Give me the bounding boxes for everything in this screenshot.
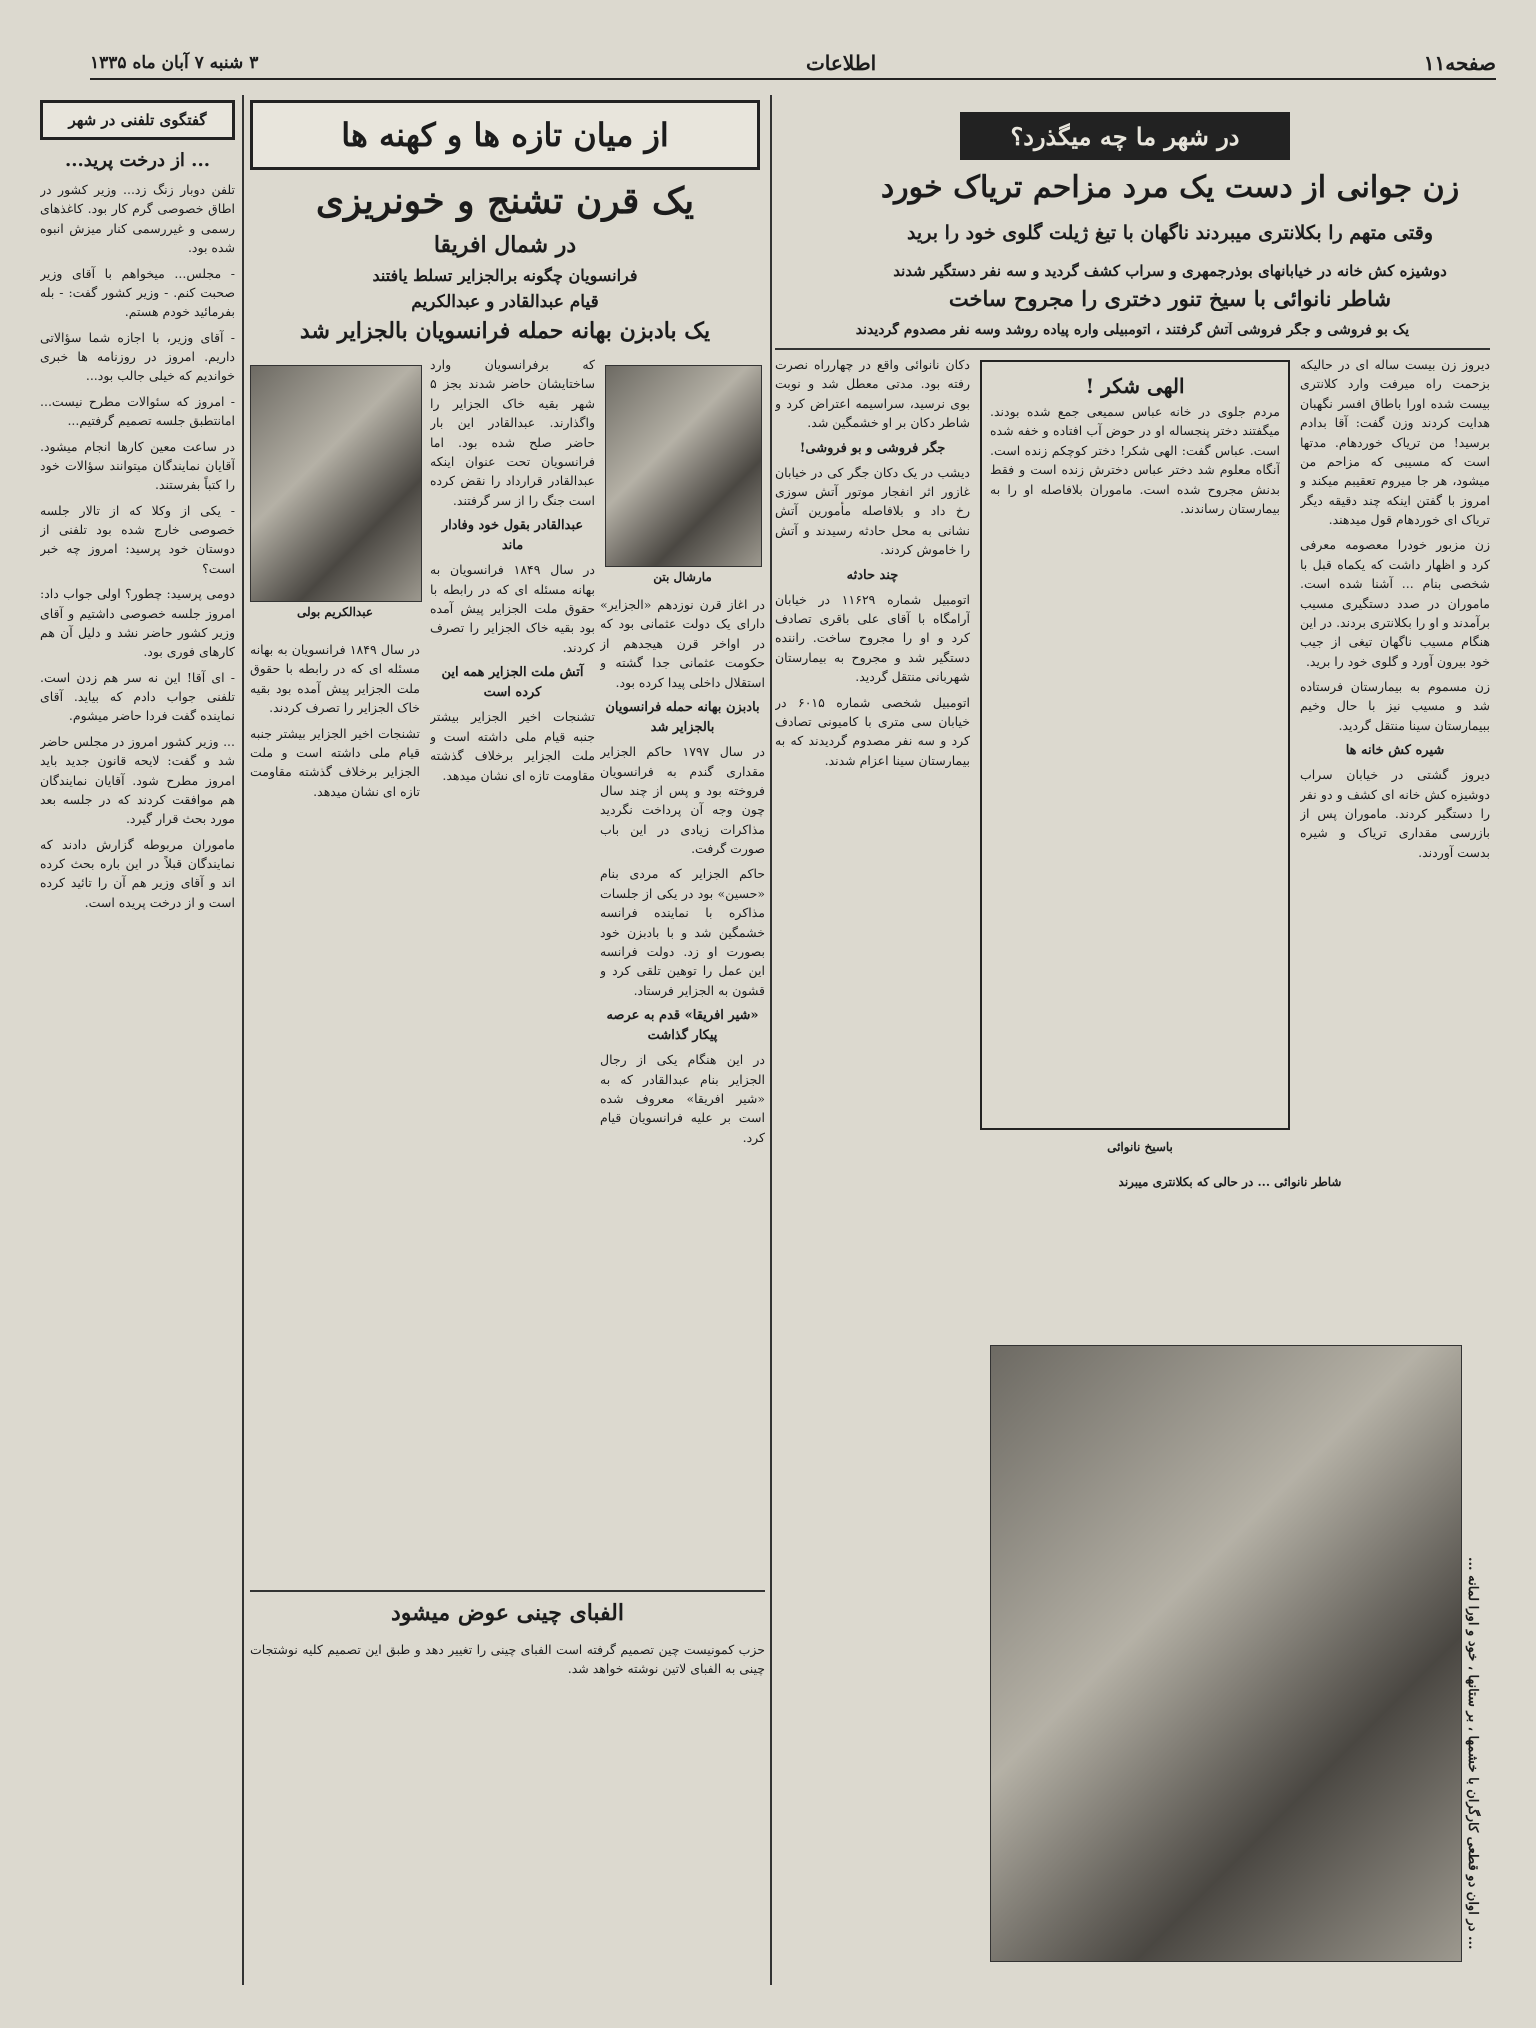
feature-column-b: در اغاز قرن نوزدهم «الجزایر» دارای یک دولت عثمانی بود که در اواخر قرن هیجدهم از حکومت عثمانی جدا گشته و استقلال داخلی پیدا کرده بود. بادبزن بهانه حمله فرانسویان بالجزایر شد در سال ۱۷۹۷ حاکم الجزایر مقداری گندم به فرانسویان فروخته بود و پس از چند سال چون وجه آن پرداخت نگردید مذاکرات زیادی در این باب صورت گرفت. حاکم الجزایر که مردی بنام «حسین» بود در یکی از جلسات مذاکره با نماینده فرانسه خشمگین شد و با بادبزن خود بصورت او زد. دولت فرانسه این عمل را توهین تلقی کرد و قشون به الجزایر فرستاد. «شیر افریقا» قدم به عرصه پیکار گذاشت در این هنگام یکی از رجال الجزایر بنام عبدالقادر که به «شیر افریقا» معروف شده است بر علیه فرانسویان قیام کرد.	[600, 597, 765, 1145]
phone-talk-headline: ... از درخت پرید...	[64, 150, 210, 171]
phone-talk-column: تلفن دوبار زنگ زد... وزیر کشور در اطاق خصوصی گرم کار بود. کاغذهای رسمی و غیررسمی کنار میزش انبوه شده بود. - مجلس... میخواهم با آقای وزیر صحبت کنم. - وزیر کشور گفت: - بله بفرمائید خودم هستم. - آقای وزیر، با اجازه شما سؤالاتی داریم. امروز در روزنامه ها خبری خواندیم که خیلی جالب بود... - امروز که سئوالات مطرح نیست... امانتطبق جلسه تصمیم گرفتیم... در ساعت معین کارها انجام میشود. آقایان نمایندگان میتوانند سؤالات خود را کتباً بفرستند. - یکی از وکلا که از تالار جلسه خصوصی خارج شده بود تلفنی از دوستان خود پرسید: امروز چه خبر است؟ دومی پرسید: چطور؟ اولی جواب داد: امروز جلسه خصوصی داشتیم و آقای وزیر کشور حاضر نشد و دلیل آن هم کارهای فوری بود. - ای آقا! این نه سر هم زدن است. تلفنی جواب دادم که بیاید. آقای نماینده گفت فردا حاضر میشوم. ... وزیر کشور امروز در مجلس حاضر شد و گفت: لایحه قانون جدید باید امروز مطرح شود. آقایان نمایندگان هم موافقت کردند که در جلسه بعد مورد بحث قرار گیرد. ماموران مربوطه گزارش دادند که نمایندگان قبلاً در این باره بحث کرده اند و آقای وزیر هم آن را تائید کرده است و از درخت پریده است.	[40, 182, 235, 910]
features-banner: از میان تازه ها و کهنه ها	[250, 100, 760, 170]
headline-2: دوشیزه کش خانه در خیابانهای بوذرجمهری و سراب کشف گردید و سه نفر دستگیر شدند	[893, 262, 1447, 280]
page-number: صفحه۱۱	[1423, 51, 1496, 75]
city-news-column-2: دکان نانوائی واقع در چهارراه نصرت رفته بود. مدتی معطل شد و نوبت بوی نرسید، سراسیمه اعتراض کرد و شاطر دکان بر او خشمگین شد. جگر فروشی و بو فروشی! دیشب در یک دکان جگر کی در خیابان غازور اثر انفجار موتور آتش سوزی رخ داد و بلافاصله مأمورین آتش نشانی به محل حادثه رسیدند و آتش را خاموش کردند. چند حادثه اتومبیل شماره ۱۱۶۲۹ در خیابان آرامگاه با آقای علی باقری تصادف کرد و او را مجروح ساخت. راننده دستگیر شد و مجروح به بیمارستان شهربانی منتقل گردید. اتومبیل شخصی شماره ۶۰۱۵ در خیابان سی متری با کامیونی تصادف کرد و سه نفر مصدوم گردیدند که به بیمارستان سینا اعزام شدند.	[775, 357, 970, 768]
shokr-box: الهی شکر ! مردم جلوی در خانه عباس سمیعی جمع شده بودند. میگفتند دختر پنجساله او در حوض آب افتاده و خفه شده است. عباس گفت: الهی شکر! دختر کوچکم زنده است. آنگاه معلوم شد دختر عباس دخترش زنده است و فقط بدنش مجروح شده است. ماموران بلافاصله او را به بیمارستان رساندند.	[980, 360, 1290, 1130]
feature-subhead-a: عبدالقادر بقول خود وفادار ماند	[441, 518, 584, 554]
city-news-banner: در شهر ما چه میگذرد؟	[960, 112, 1290, 160]
feature-headline: یک قرن تشنج و خونریزی	[315, 180, 695, 222]
divider	[250, 1590, 765, 1592]
photo-caption: ... در اوان دو قطعی کارگران با خشمها ، بر ستانها ، خود و اورا لمانه ...	[1465, 1557, 1480, 1950]
marshal-photo	[605, 365, 762, 567]
column-divider	[770, 95, 772, 1985]
feature-subheadline-4: یک بادبزن بهانه حمله فرانسویان بالجزایر شد	[299, 318, 711, 344]
bottom-caption: شاطر نانوائی ... در حالی که بکلانتری میبرند	[1118, 1175, 1342, 1189]
feature-subheadline-3: قیام عبدالقادر و عبدالکریم	[411, 292, 599, 312]
chinese-alphabet-title: الفبای چینی عوض میشود	[391, 1600, 624, 1626]
subhead-incidents: چند حادثه	[846, 567, 899, 583]
marshal-caption: مارشال بتن	[653, 570, 712, 584]
shokr-caption: باسیخ نانوائی	[1107, 1140, 1173, 1154]
feature-column-a: که برفرانسویان وارد ساختایشان حاضر شدند بجز ۵ شهر بقیه خاک الجزایر را واگذارند. عبدالقادر این بار حاضر صلح شده بود. اما فرانسویان تحت عنوان اینکه عبدالقادر قرارداد را نقض کرده است جنگ را از سر گرفتند. عبدالقادر بقول خود وفادار ماند در سال ۱۸۴۹ فرانسویان به بهانه مسئله ای که در رابطه با حقوق ملت الجزایر پیش آمده بود بقیه خاک الجزایر را تصرف کردند. آتش ملت الجزایر همه این کرده است تشنجات اخیر الجزایر بیشتر جنبه قیام ملی داشته است و ملت الجزایر برخلاف گذشته مقاومت تازه ای نشان میدهد.	[430, 357, 595, 783]
phone-talk-banner: گفتگوی تلفنی در شهر	[40, 100, 235, 140]
abdelkrim-caption: عبدالکریم بولی	[296, 605, 374, 619]
feature-subheadline-2: فرانسویان چگونه برالجزایر تسلط یافتند	[372, 266, 638, 285]
newspaper-name: اطلاعات	[805, 51, 877, 75]
feature-subhead-a2: آتش ملت الجزایر همه این کرده است	[441, 665, 584, 701]
headline-3: شاطر نانوائی با سیخ تنور دختری را مجروح ساخت	[948, 286, 1392, 311]
page-header	[90, 48, 1496, 80]
headline-4: یک بو فروشی و جگر فروشی آتش گرفتند ، اتومبیلی واره پیاده روشد وسه نفر مصدوم گردیدند	[855, 322, 1410, 338]
main-headline: زن جوانی از دست یک مرد مزاحم تریاک خورد	[880, 170, 1460, 205]
feature-subhead-b: بادبزن بهانه حمله فرانسویان بالجزایر شد	[605, 699, 760, 736]
feature-subheadline: در شمال افریقا	[433, 232, 577, 258]
subhead-jegar: جگر فروشی و بو فروشی!	[799, 440, 946, 456]
accident-photo	[990, 1345, 1462, 1962]
column-divider	[242, 95, 244, 1985]
abdelkrim-photo	[250, 365, 422, 602]
feature-column-c: در سال ۱۸۴۹ فرانسویان به بهانه مسئله ای که در رابطه با حقوق ملت الجزایر پیش آمده بود بقیه خاک الجزایر را تصرف کردند. تشنجات اخیر الجزایر بیشتر جنبه قیام ملی داشته است و ملت الجزایر برخلاف گذشته مقاومت تازه ای نشان میدهد.	[250, 642, 420, 799]
chinese-alphabet-text: حزب کمونیست چین تصمیم گرفته است الفبای چینی را تغییر دهد و طبق این تصمیم کلیه نوشتجات چینی به الفبای لاتین نوشته خواهد شد.	[250, 1642, 765, 1677]
page-date: ۳ شنبه ۷ آبان ماه ۱۳۳۵	[90, 53, 259, 73]
subhead-shireh: شیره کش خانه ها	[1345, 743, 1445, 759]
shokr-title: الهی شکر !	[1085, 374, 1185, 398]
divider	[775, 348, 1490, 350]
main-subheadline: وقتی متهم را بکلانتری میبردند ناگهان با تیغ ژیلت گلوی خود را برید	[906, 222, 1434, 244]
feature-subhead-b2: «شیر افریقا» قدم به عرصه پیکار گذاشت	[606, 1008, 759, 1044]
city-news-column-1: دیروز زن بیست ساله ای در حالیکه بزحمت راه میرفت وارد کلانتری بیست شده اورا باطاق افسر نگهبان هدایت کردند وزن گفت: آقا بدادم برسید! من تریاک خوردهام. مدتها است که مسیبی که مزاحم من میشود، هر جا میروم تعقیبم میکند و امروز با گفتن اینکه چند دقیقه دیگر تریاک ای خوردهام قول میدهند. زن مزبور خودرا معصومه معرفی کرد و اظهار داشت که یکماه قبل با شخصی بنام ... آشنا شده است. ماموران در صدد دستگیری مسیب برآمدند و او را بکلانتری بردند. در این هنگام مسیب ناگهان تیغی از جیب خود بیرون آورد و گلوی خود را برید. زن مسموم به بیمارستان فرستاده شد و مسیب نیز با حال وخیم ببیمارستان سینا منتقل گردید. شیره کش خانه ها دیروز گشتی در خیابان سراب دوشیزه کش خانه ای کشف و دو نفر را دستگیر کردند. ماموران پس از بازرسی مقداری تریاک و شیره بدست آوردند.	[1300, 357, 1490, 860]
